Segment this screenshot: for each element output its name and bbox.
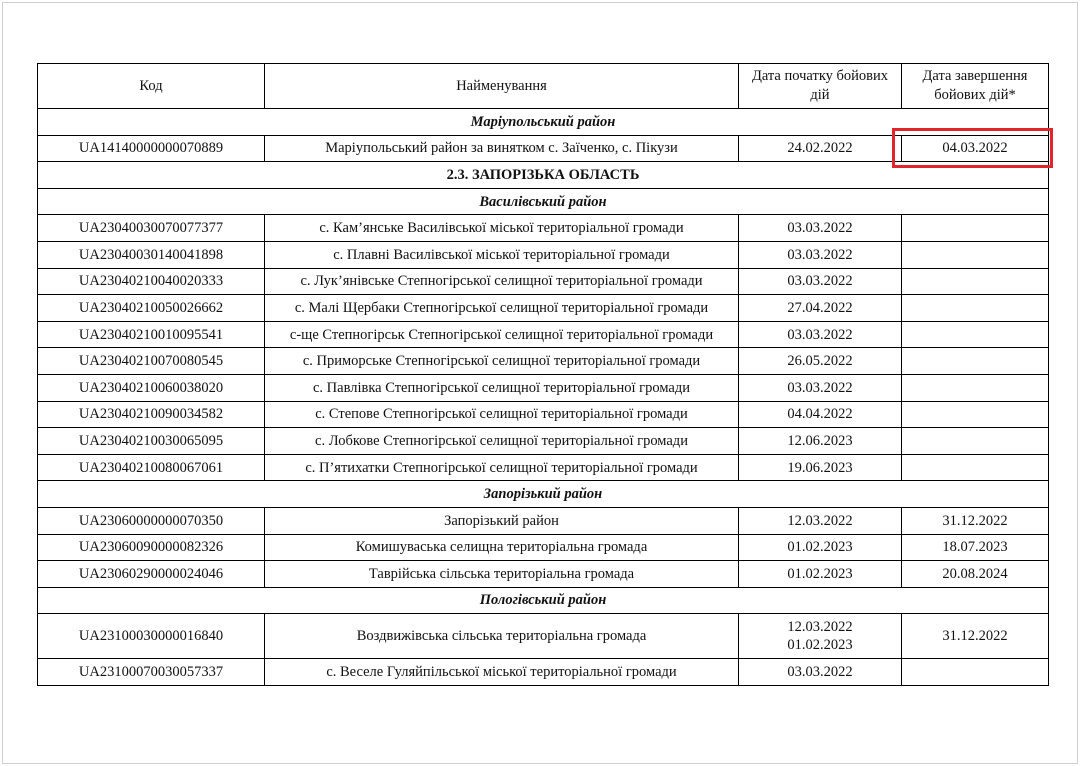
cell-end-date: [902, 241, 1049, 268]
cell-start-date: 03.03.2022: [739, 321, 902, 348]
cell-end-date: 04.03.2022: [902, 135, 1049, 162]
start-date-second: 01.02.2023: [787, 637, 853, 654]
table-row: [38, 614, 1049, 659]
table-row: [38, 374, 1049, 401]
table-row: [38, 534, 1049, 561]
cell-code: UA23060290000024046: [38, 561, 265, 588]
cell-code: UA23040210010095541: [38, 321, 265, 348]
cell-end-date: [902, 374, 1049, 401]
table-row: [38, 561, 1049, 588]
cell-code: UA23060090000082326: [38, 534, 265, 561]
table-row: [38, 348, 1049, 375]
table-row: [38, 295, 1049, 322]
cell-end-date: [902, 401, 1049, 428]
table-row: [38, 241, 1049, 268]
cell-name: Воздвижівська сільська територіальна громада: [265, 614, 739, 659]
cell-name: с. Малі Щербаки Степногірської селищної територіальної громади: [265, 295, 739, 322]
header-row: [38, 64, 1049, 109]
cell-name: с. Степове Степногірської селищної територіальної громади: [265, 401, 739, 428]
cell-start-date: 03.03.2022: [739, 659, 902, 686]
cell-code: UA14140000000070889: [38, 135, 265, 162]
header-start-date: Дата початку бойових дій: [739, 64, 902, 109]
cell-end-date: [902, 215, 1049, 242]
cell-code: UA23040210040020333: [38, 268, 265, 295]
cell-end-date: 18.07.2023: [902, 534, 1049, 561]
cell-start-date: 24.02.2022: [739, 135, 902, 162]
cell-end-date: [902, 321, 1049, 348]
cell-start-date: 01.02.2023: [739, 534, 902, 561]
section-title: Запорізький район: [38, 481, 1049, 508]
cell-name: с. Павлівка Степногірської селищної територіальної громади: [265, 374, 739, 401]
cell-end-date: 31.12.2022: [902, 614, 1049, 659]
cell-code: UA23040210030065095: [38, 428, 265, 455]
cell-start-date: 12.06.2023: [739, 428, 902, 455]
cell-code: UA23040030140041898: [38, 241, 265, 268]
section-vasylivka-district: [38, 188, 1049, 215]
cell-start-date: [739, 614, 902, 659]
cell-name: Маріупольський район за винятком с. Заїченко, с. Пікузи: [265, 135, 739, 162]
cell-start-date: 03.03.2022: [739, 241, 902, 268]
cell-end-date: [902, 659, 1049, 686]
table-row: [38, 268, 1049, 295]
table-row: [38, 507, 1049, 534]
cell-start-date: 04.04.2022: [739, 401, 902, 428]
section-title: Василівський район: [38, 188, 1049, 215]
table-row: [38, 428, 1049, 455]
cell-start-date: 01.02.2023: [739, 561, 902, 588]
header-code: Код: [38, 64, 265, 109]
section-zaporizhzhia-district: [38, 481, 1049, 508]
section-title: Маріупольський район: [38, 109, 1049, 136]
cell-end-date: [902, 268, 1049, 295]
table-row: [38, 659, 1049, 686]
cell-code: UA23040210090034582: [38, 401, 265, 428]
cell-code: UA23040210050026662: [38, 295, 265, 322]
cell-name: Таврійська сільська територіальна громада: [265, 561, 739, 588]
table-row: [38, 401, 1049, 428]
cell-code: UA23100030000016840: [38, 614, 265, 659]
cell-code: UA23100070030057337: [38, 659, 265, 686]
cell-start-date: 03.03.2022: [739, 268, 902, 295]
section-title: Пологівський район: [38, 587, 1049, 614]
cell-name: Запорізький район: [265, 507, 739, 534]
cell-end-date: [902, 348, 1049, 375]
cell-end-date: [902, 428, 1049, 455]
cell-name: с. Лобкове Степногірської селищної територіальної громади: [265, 428, 739, 455]
cell-code: UA23040030070077377: [38, 215, 265, 242]
cell-name: с. Лук’янівське Степногірської селищної територіальної громади: [265, 268, 739, 295]
cell-name: с. П’ятихатки Степногірської селищної територіальної громади: [265, 454, 739, 481]
cell-code: UA23040210070080545: [38, 348, 265, 375]
table-row: [38, 321, 1049, 348]
cell-start-date: 03.03.2022: [739, 374, 902, 401]
cell-start-date: 12.03.2022: [739, 507, 902, 534]
table-row: [38, 215, 1049, 242]
header-end-date: Дата завершення бойових дій*: [902, 64, 1049, 109]
cell-start-date: 27.04.2022: [739, 295, 902, 322]
cell-code: UA23040210060038020: [38, 374, 265, 401]
section-polohy-district: [38, 587, 1049, 614]
cell-end-date: [902, 454, 1049, 481]
cell-end-date: 20.08.2024: [902, 561, 1049, 588]
cell-name: с. Кам’янське Василівської міської територіальної громади: [265, 215, 739, 242]
cell-code: UA23060000000070350: [38, 507, 265, 534]
oblast-title: 2.3. ЗАПОРІЗЬКА ОБЛАСТЬ: [38, 162, 1049, 189]
cell-code: UA23040210080067061: [38, 454, 265, 481]
cell-start-date: 26.05.2022: [739, 348, 902, 375]
cell-end-date: 31.12.2022: [902, 507, 1049, 534]
cell-start-date: 19.06.2023: [739, 454, 902, 481]
cell-name: с. Плавні Василівської міської територіальної громади: [265, 241, 739, 268]
header-name: Найменування: [265, 64, 739, 109]
cell-name: с-ще Степногірськ Степногірської селищної територіальної громади: [265, 321, 739, 348]
cell-end-date: [902, 295, 1049, 322]
table-row: [38, 454, 1049, 481]
cell-name: с. Веселе Гуляйпільської міської територіальної громади: [265, 659, 739, 686]
start-date-first: 12.03.2022: [787, 619, 853, 636]
red-highlight-box: [892, 128, 1053, 168]
cell-start-date: 03.03.2022: [739, 215, 902, 242]
cell-name: Комишуваська селищна територіальна громада: [265, 534, 739, 561]
cell-name: с. Приморське Степногірської селищної територіальної громади: [265, 348, 739, 375]
